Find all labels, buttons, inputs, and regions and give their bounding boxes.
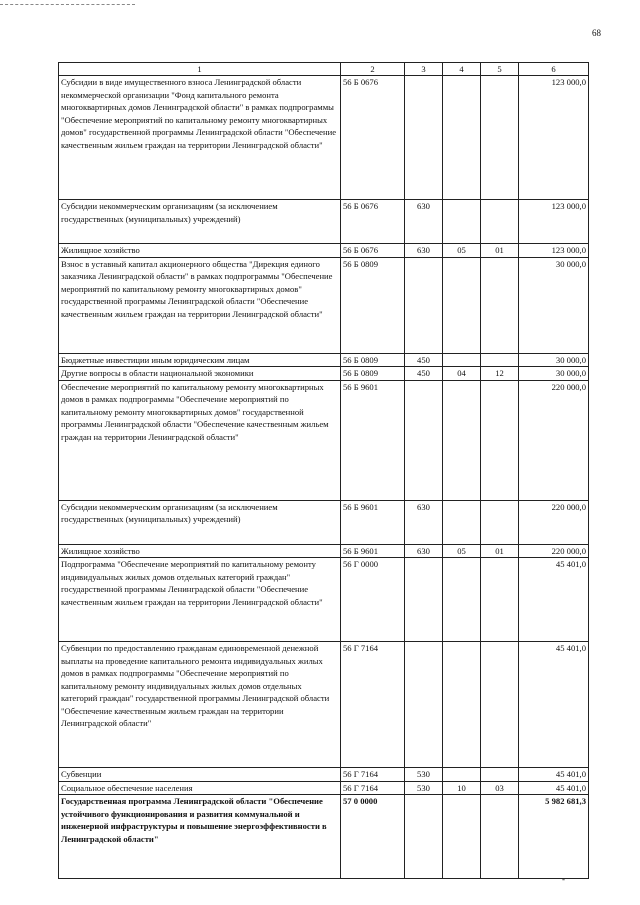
cell-sum: 220 000,0 <box>519 500 589 544</box>
cell-code: 56 Б 9601 <box>341 380 405 500</box>
cell-name: Субсидии в виде имущественного взноса Ленинградской области некоммерческой организации "Фонд капитального ремонта многоквартирных домов Ленинградской области" в рамках подпрограммы "Обеспечение мероприятий по капитальному ремонту многоквартирных домов" государственной программы Ленинградской области "Обеспечение качественным жильем граждан на территории Ленинградской области" <box>59 76 341 200</box>
cell-code: 56 Г 7164 <box>341 642 405 768</box>
cell-rz <box>443 76 481 200</box>
cell-name: Другие вопросы в области национальной экономики <box>59 367 341 381</box>
cell-rz: 10 <box>443 781 481 795</box>
cell-pr <box>481 353 519 367</box>
cell-name: Государственная программа Ленинградской области "Обеспечение устойчивого функционирования и развития коммунальной и инженерной инфраструктуры и повышение энергоэффективности в Ленинградской области" <box>59 795 341 879</box>
cell-sum: 45 401,0 <box>519 781 589 795</box>
header-cell: 5 <box>481 63 519 76</box>
header-cell: 1 <box>59 63 341 76</box>
cell-sum: 123 000,0 <box>519 76 589 200</box>
table-row <box>59 257 589 353</box>
cell-pr <box>481 500 519 544</box>
cell-vr: 530 <box>405 781 443 795</box>
table-row <box>59 367 589 381</box>
cell-sum: 30 000,0 <box>519 257 589 353</box>
cell-code: 56 Б 0809 <box>341 353 405 367</box>
table-row <box>59 353 589 367</box>
cell-vr <box>405 558 443 642</box>
cell-code: 56 Б 0676 <box>341 76 405 200</box>
cell-rz <box>443 768 481 782</box>
cell-name: Жилищное хозяйство <box>59 544 341 558</box>
cell-rz: 05 <box>443 544 481 558</box>
bottom-mark: - <box>562 874 565 884</box>
cell-vr: 630 <box>405 544 443 558</box>
cell-pr: 01 <box>481 544 519 558</box>
cell-code: 56 Б 9601 <box>341 500 405 544</box>
cell-vr: 630 <box>405 500 443 544</box>
cell-code: 56 Б 9601 <box>341 544 405 558</box>
cell-name: Субсидии некоммерческим организациям (за исключением государственных (муниципальных) учреждений) <box>59 200 341 244</box>
cell-sum: 45 401,0 <box>519 558 589 642</box>
cell-code: 56 Б 0809 <box>341 257 405 353</box>
table-row <box>59 380 589 500</box>
cell-name: Субсидии некоммерческим организациям (за исключением государственных (муниципальных) учреждений) <box>59 500 341 544</box>
cell-sum: 45 401,0 <box>519 642 589 768</box>
cell-sum: 30 000,0 <box>519 367 589 381</box>
cell-vr <box>405 642 443 768</box>
cell-vr: 630 <box>405 200 443 244</box>
cell-vr: 630 <box>405 244 443 258</box>
cell-rz <box>443 642 481 768</box>
cell-vr: 530 <box>405 768 443 782</box>
cell-rz <box>443 795 481 879</box>
table-row <box>59 544 589 558</box>
cell-name: Субвенции <box>59 768 341 782</box>
cell-pr <box>481 558 519 642</box>
cell-vr: 450 <box>405 353 443 367</box>
cell-vr <box>405 257 443 353</box>
table-row <box>59 500 589 544</box>
cell-name: Обеспечение мероприятий по капитальному ремонту многоквартирных домов в рамках подпрограммы "Обеспечение мероприятий по капитальному ремонту многоквартирных домов" государственной программы Ленинградской области "Обеспечение качественным жильем граждан на территории Ленинградской области" <box>59 380 341 500</box>
cell-vr <box>405 380 443 500</box>
header-cell: 4 <box>443 63 481 76</box>
cell-name: Субвенции по предоставлению гражданам единовременной денежной выплаты на проведение капитального ремонта индивидуальных жилых домов в рамках подпрограммы "Обеспечение мероприятий по капитальному ремонту индивидуальных жилых домов отдельных категорий граждан" государственной программы Ленинградской области "Обеспечение качественным жильем граждан на территории Ленинградской области" <box>59 642 341 768</box>
table-row <box>59 795 589 879</box>
cell-name: Бюджетные инвестиции иным юридическим лицам <box>59 353 341 367</box>
cell-sum: 220 000,0 <box>519 380 589 500</box>
cell-vr: 450 <box>405 367 443 381</box>
cell-pr <box>481 76 519 200</box>
cell-pr: 01 <box>481 244 519 258</box>
cell-rz: 05 <box>443 244 481 258</box>
header-cell: 3 <box>405 63 443 76</box>
cell-pr: 03 <box>481 781 519 795</box>
cell-sum: 123 000,0 <box>519 200 589 244</box>
scan-artifact-line <box>0 4 135 8</box>
header-cell: 2 <box>341 63 405 76</box>
cell-sum: 5 982 681,3 <box>519 795 589 879</box>
cell-code: 56 Г 7164 <box>341 781 405 795</box>
cell-pr <box>481 642 519 768</box>
cell-name: Взнос в уставный капитал акционерного общества "Дирекция единого заказчика Ленинградской области" в рамках подпрограммы "Обеспечение мероприятий по капитальному ремонту многоквартирных домов" государственной программы Ленинградской области "Обеспечение качественным жильем граждан на территории Ленинградской области" <box>59 257 341 353</box>
cell-pr <box>481 768 519 782</box>
cell-code: 56 Б 0809 <box>341 367 405 381</box>
cell-vr <box>405 76 443 200</box>
cell-code: 56 Г 7164 <box>341 768 405 782</box>
table-header-row <box>59 63 589 76</box>
cell-sum: 30 000,0 <box>519 353 589 367</box>
page-number: 68 <box>592 28 601 38</box>
cell-code: 56 Б 0676 <box>341 244 405 258</box>
table-row <box>59 768 589 782</box>
cell-sum: 45 401,0 <box>519 768 589 782</box>
cell-pr <box>481 380 519 500</box>
cell-pr <box>481 257 519 353</box>
table-row <box>59 781 589 795</box>
cell-rz <box>443 353 481 367</box>
cell-rz: 04 <box>443 367 481 381</box>
cell-vr <box>405 795 443 879</box>
cell-pr <box>481 200 519 244</box>
header-cell: 6 <box>519 63 589 76</box>
cell-code: 57 0 0000 <box>341 795 405 879</box>
table-row <box>59 200 589 244</box>
table-row <box>59 558 589 642</box>
table-row <box>59 76 589 200</box>
cell-rz <box>443 558 481 642</box>
budget-table <box>58 62 589 879</box>
cell-rz <box>443 500 481 544</box>
cell-code: 56 Г 0000 <box>341 558 405 642</box>
cell-code: 56 Б 0676 <box>341 200 405 244</box>
cell-sum: 123 000,0 <box>519 244 589 258</box>
cell-sum: 220 000,0 <box>519 544 589 558</box>
cell-name: Жилищное хозяйство <box>59 244 341 258</box>
cell-rz <box>443 200 481 244</box>
cell-pr: 12 <box>481 367 519 381</box>
cell-rz <box>443 380 481 500</box>
cell-name: Социальное обеспечение населения <box>59 781 341 795</box>
cell-pr <box>481 795 519 879</box>
table-row <box>59 642 589 768</box>
table-row <box>59 244 589 258</box>
cell-name: Подпрограмма "Обеспечение мероприятий по капитальному ремонту индивидуальных жилых домов отдельных категорий граждан" государственной программы Ленинградской области "Обеспечение качественным жильем граждан на территории Ленинградской области" <box>59 558 341 642</box>
cell-rz <box>443 257 481 353</box>
